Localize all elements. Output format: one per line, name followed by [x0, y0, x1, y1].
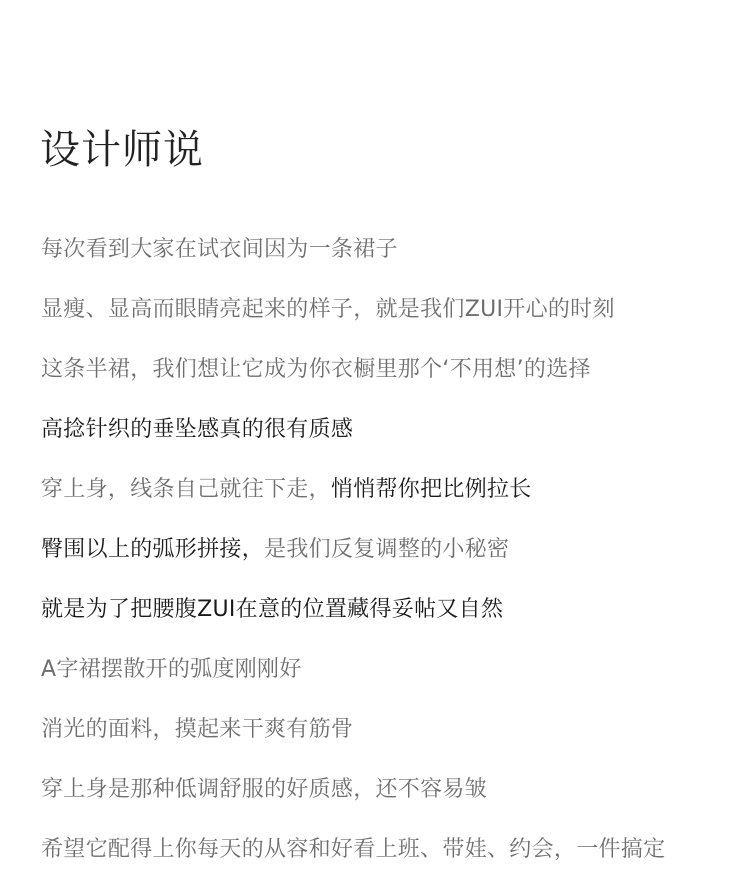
emphasis-text: 悄悄帮你把比例拉长: [330, 477, 532, 502]
line-text: 希望它配得上你每天的从容和好看上班、带娃、约会，一件搞定: [41, 837, 666, 862]
line-text: 是我们反复调整的小秘密: [264, 537, 510, 562]
description-list: [41, 232, 741, 892]
line-text: 消光的面料，摸起来干爽有筋骨: [41, 717, 354, 742]
line-text: A字裙摆散开的弧度刚刚好: [41, 657, 302, 682]
emphasis-text: 高捻针织的垂坠感真的很有质感: [41, 417, 354, 442]
description-line: [41, 412, 741, 472]
description-line: [41, 592, 741, 652]
description-line: [41, 712, 741, 772]
page-title: 设计师说: [40, 127, 204, 173]
line-text: 穿上身，线条自己就往下走，: [41, 477, 331, 502]
description-line: [41, 472, 741, 532]
description-line: [41, 652, 741, 712]
line-text: 穿上身是那种低调舒服的好质感，还不容易皱: [41, 777, 488, 802]
emphasis-text: 臀围以上的弧形拼接，: [41, 537, 265, 562]
description-line: [41, 352, 741, 412]
description-line: [41, 232, 741, 292]
line-text: 这条半裙，我们想让它成为你衣橱里那个‘不用想’的选择: [41, 357, 591, 382]
description-line: [41, 832, 741, 892]
description-line: [41, 532, 741, 592]
line-text: 每次看到大家在试衣间因为一条裙子: [41, 237, 398, 262]
emphasis-text: 就是为了把腰腹ZUI在意的位置藏得妥帖又自然: [41, 597, 504, 622]
line-text: 显瘦、显高而眼睛亮起来的样子，就是我们ZUI开心的时刻: [41, 297, 615, 322]
description-line: [41, 772, 741, 832]
description-line: [41, 292, 741, 352]
